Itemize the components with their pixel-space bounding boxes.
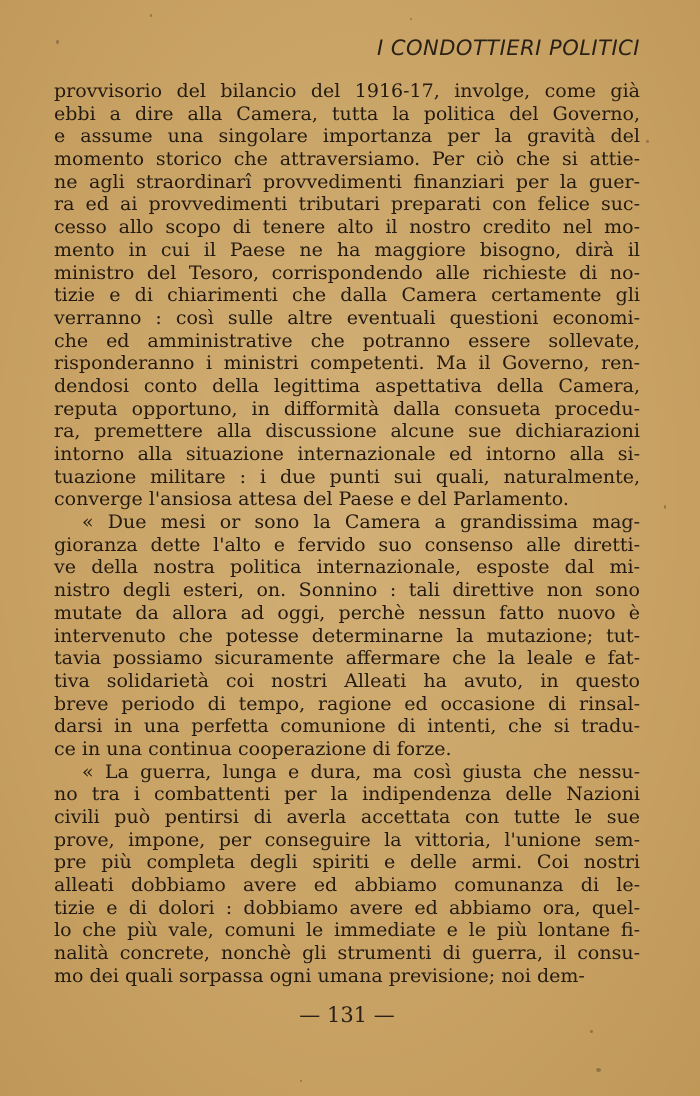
text-line: ve della nostra politica internazionale, esposte dal mi- xyxy=(54,556,640,579)
text-line: pre più completa degli spiriti e delle armi. Coi nostri xyxy=(54,851,640,874)
paper-spot xyxy=(590,1030,593,1033)
text-line: lo che più vale, comuni le immediate e le più lontane fi- xyxy=(54,919,640,942)
body-text xyxy=(54,80,640,988)
text-line: mutate da allora ad oggi, perchè nessun fatto nuovo è xyxy=(54,601,640,624)
text-line: no tra i combattenti per la indipendenza delle Nazioni xyxy=(54,783,640,806)
text-line: prove, impone, per conseguire la vittoria, l'unione sem- xyxy=(54,828,640,851)
text-line: civili può pentirsi di averla accettata con tutte le sue xyxy=(54,806,640,828)
text-line: tizie e di chiarimenti che dalla Camera certamente gli xyxy=(54,284,640,307)
text-line: verranno : così sulle altre eventuali questioni economi- xyxy=(54,306,640,329)
text-line: ra, premettere alla discussione alcune sue dichiarazioni xyxy=(54,420,640,443)
text-line: e assume una singolare importanza per la gravità del xyxy=(54,125,640,148)
text-line: gioranza dette l'alto e fervido suo consenso alle diretti- xyxy=(54,533,640,556)
text-line: nistro degli esteri, on. Sonnino : tali direttive non sono xyxy=(54,579,640,602)
text-line: provvisorio del bilancio del 1916-17, involge, come già xyxy=(54,80,640,102)
text-line: ministro del Tesoro, corrispondendo alle richieste di no- xyxy=(54,261,640,284)
paper-spot xyxy=(150,14,152,17)
book-page xyxy=(54,0,640,1096)
text-line: intorno alla situazione internazionale ed intorno alla si- xyxy=(54,443,640,465)
text-line: « Due mesi or sono la Camera a grandissima mag- xyxy=(82,511,640,534)
text-line: momento storico che attraversiamo. Per ciò che si attie- xyxy=(54,148,640,171)
text-line: tavia possiamo sicuramente affermare che la leale e fat- xyxy=(54,647,640,670)
text-line: ra ed ai provvedimenti tributari preparati con felice suc- xyxy=(54,193,640,216)
paper-spot xyxy=(664,505,666,509)
text-line: tuazione militare : i due punti sui quali, naturalmente, xyxy=(54,465,640,488)
paper-spot xyxy=(646,140,649,143)
paper-spot xyxy=(596,1068,601,1072)
text-line: ne agli straordinarî provvedimenti finanziari per la guer- xyxy=(54,170,640,193)
running-header: I CONDOTTIERI POLITICI xyxy=(376,36,640,60)
text-line: dendosi conto della legittima aspettativa della Camera, xyxy=(54,374,640,397)
text-line: darsi in una perfetta comunione di intenti, che si tradu- xyxy=(54,715,640,738)
text-line: tiva solidarietà coi nostri Alleati ha avuto, in questo xyxy=(54,669,640,692)
text-line: tizie e di dolori : dobbiamo avere ed abbiamo ora, quel- xyxy=(54,896,640,919)
page-number: — 131 — xyxy=(299,1003,395,1027)
paper-spot xyxy=(56,40,59,44)
paper-spot xyxy=(410,18,412,20)
text-line: nalità concrete, nonchè gli strumenti di guerra, il consu- xyxy=(54,942,640,965)
text-line: cesso allo scopo di tenere alto il nostro credito nel mo- xyxy=(54,216,640,239)
text-line: ce in una continua cooperazione di forze. xyxy=(54,737,452,760)
text-line: « La guerra, lunga e dura, ma così giusta che nessu- xyxy=(82,760,640,783)
text-line: ebbi a dire alla Camera, tutta la politica del Governo, xyxy=(54,102,640,125)
text-line: converge l'ansiosa attesa del Paese e del Parlamento. xyxy=(54,488,569,511)
text-line: intervenuto che potesse determinarne la mutazione; tut- xyxy=(54,624,640,647)
text-line: reputa opportuno, in difformità dalla consueta procedu- xyxy=(54,397,640,420)
text-line: breve periodo di tempo, ragione ed occasione di rinsal- xyxy=(54,692,640,715)
text-line: mento in cui il Paese ne ha maggiore bisogno, dirà il xyxy=(54,238,640,261)
text-line: mo dei quali sorpassa ogni umana previsione; noi dem- xyxy=(54,964,585,987)
text-line: che ed amministrative che potranno essere sollevate, xyxy=(54,329,640,352)
text-line: alleati dobbiamo avere ed abbiamo comunanza di le- xyxy=(54,874,640,897)
paper-spot xyxy=(300,1080,302,1082)
text-line: risponderanno i ministri competenti. Ma il Governo, ren- xyxy=(54,352,640,375)
